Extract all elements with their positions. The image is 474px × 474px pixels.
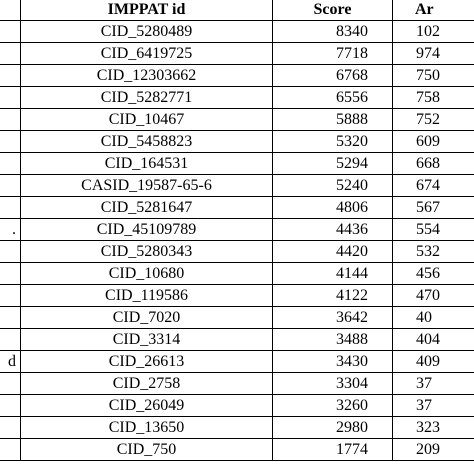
area-cell: 668 [393,153,474,175]
score-cell: 5888 [273,109,393,131]
score-cell: 4122 [273,285,393,307]
imppat-id-cell: CID_12303662 [21,65,273,87]
area-cell: 102 [393,21,474,43]
area-cell: 37 [393,395,474,417]
table-row [0,109,474,131]
score-cell: 4420 [273,241,393,263]
imppat-id-cell: CID_7020 [21,307,273,329]
imppat-id-cell: CID_5281647 [21,197,273,219]
score-cell: 5240 [273,175,393,197]
score-cell: 7718 [273,43,393,65]
row-name-cell: . [0,219,21,241]
table-row [0,87,474,109]
score-cell: 3642 [273,307,393,329]
table-row [0,263,474,285]
area-cell: 470 [393,285,474,307]
score-cell: 2980 [273,417,393,439]
area-cell: 752 [393,109,474,131]
table-header-row [0,0,474,21]
table-row [0,285,474,307]
row-name-cell [0,263,21,285]
header-imppat-id: IMPPAT id [21,0,273,21]
imppat-id-cell: CID_26049 [21,395,273,417]
score-cell: 1774 [273,439,393,461]
imppat-id-cell: CASID_19587-65-6 [21,175,273,197]
score-cell: 3488 [273,329,393,351]
imppat-id-cell: CID_5280489 [21,21,273,43]
score-cell: 4806 [273,197,393,219]
area-cell: 567 [393,197,474,219]
table-row [0,395,474,417]
row-name-cell [0,87,21,109]
table-row [0,219,474,241]
table-row [0,175,474,197]
score-cell: 5294 [273,153,393,175]
area-cell: 37 [393,373,474,395]
row-name-cell [0,197,21,219]
table-row [0,43,474,65]
row-name-cell [0,439,21,461]
header-area: Ar [393,0,474,21]
area-cell: 974 [393,43,474,65]
table-row [0,197,474,219]
imppat-id-cell: CID_45109789 [21,219,273,241]
score-cell: 6556 [273,87,393,109]
area-cell: 209 [393,439,474,461]
row-name-cell [0,307,21,329]
row-name-cell [0,65,21,87]
area-cell: 609 [393,131,474,153]
table-row [0,241,474,263]
area-cell: 456 [393,263,474,285]
imppat-id-cell: CID_26613 [21,351,273,373]
imppat-id-cell: CID_10467 [21,109,273,131]
table-row [0,373,474,395]
area-cell: 40 [393,307,474,329]
header-name-column [0,0,21,21]
row-name-cell [0,131,21,153]
table-row [0,329,474,351]
row-name-cell [0,175,21,197]
table-row [0,21,474,43]
imppat-id-cell: CID_6419725 [21,43,273,65]
imppat-id-cell: CID_13650 [21,417,273,439]
area-cell: 532 [393,241,474,263]
row-name-cell [0,21,21,43]
table-row [0,439,474,461]
table-row [0,153,474,175]
row-name-cell [0,417,21,439]
table-row [0,351,474,373]
imppat-id-cell: CID_5282771 [21,87,273,109]
imppat-id-cell: CID_750 [21,439,273,461]
area-cell: 750 [393,65,474,87]
row-name-cell [0,43,21,65]
row-name-cell [0,109,21,131]
table-body [0,21,474,461]
table-row [0,307,474,329]
row-name-cell [0,395,21,417]
area-cell: 674 [393,175,474,197]
score-cell: 5320 [273,131,393,153]
score-cell: 6768 [273,65,393,87]
row-name-cell [0,285,21,307]
imppat-id-cell: CID_164531 [21,153,273,175]
imppat-id-cell: CID_2758 [21,373,273,395]
score-cell: 4436 [273,219,393,241]
score-cell: 4144 [273,263,393,285]
area-cell: 323 [393,417,474,439]
imppat-id-cell: CID_10680 [21,263,273,285]
imppat-id-cell: CID_119586 [21,285,273,307]
row-name-cell [0,373,21,395]
row-name-cell [0,241,21,263]
imppat-id-cell: CID_5280343 [21,241,273,263]
score-cell: 3260 [273,395,393,417]
score-cell: 3304 [273,373,393,395]
score-cell: 8340 [273,21,393,43]
area-cell: 404 [393,329,474,351]
imppat-id-cell: CID_3314 [21,329,273,351]
table-row [0,65,474,87]
table-row [0,417,474,439]
imppat-id-cell: CID_5458823 [21,131,273,153]
row-name-cell [0,153,21,175]
header-score: Score [273,0,393,21]
area-cell: 409 [393,351,474,373]
row-name-cell: d [0,351,21,373]
table-row [0,131,474,153]
row-name-cell [0,329,21,351]
area-cell: 554 [393,219,474,241]
score-cell: 3430 [273,351,393,373]
area-cell: 758 [393,87,474,109]
